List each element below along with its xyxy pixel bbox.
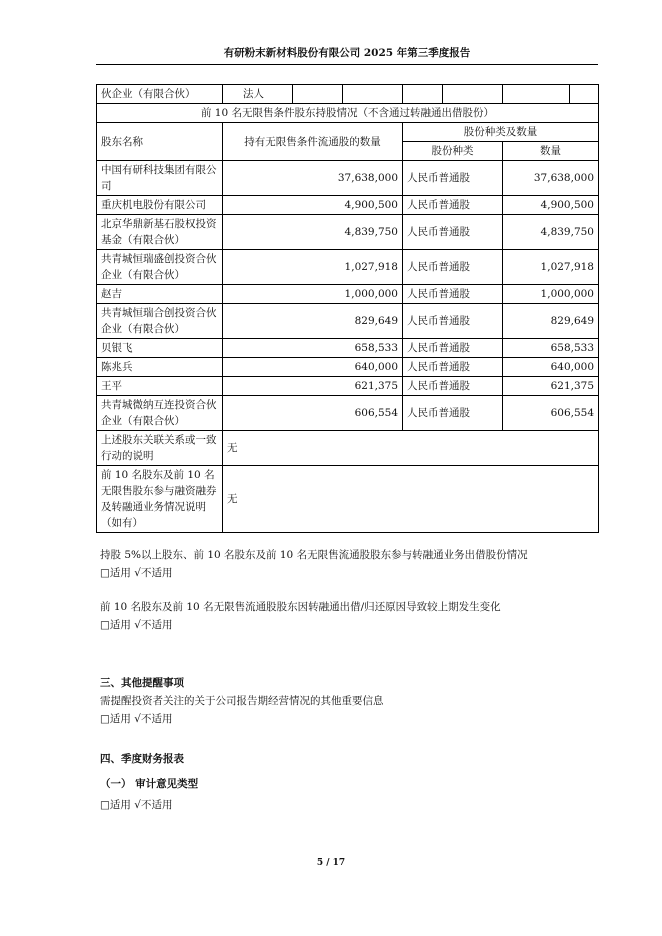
table-section-title-row <box>97 104 599 123</box>
margin-label: 前 10 名股东及前 10 名无限售股东参与融资融券及转融通业务情况说明（如有） <box>97 466 223 533</box>
table-row-margin <box>97 466 599 533</box>
share-type: 人民币普通股 <box>403 339 503 358</box>
header-share-type-group: 股份种类及数量 <box>403 123 599 142</box>
table-row-related <box>97 431 599 466</box>
lending-section <box>100 546 600 582</box>
audit-opinion-heading: （一） 审计意见类型 <box>100 778 199 790</box>
share-count: 4,900,500 <box>503 196 599 215</box>
table-row <box>97 215 599 250</box>
shareholder-name: 共青城恒瑞合创投资合伙企业（有限合伙） <box>97 304 223 339</box>
table-row <box>97 250 599 285</box>
share-type: 人民币普通股 <box>403 304 503 339</box>
financial-statements-section <box>100 750 600 814</box>
share-type: 人民币普通股 <box>403 377 503 396</box>
empty-cell <box>293 85 343 104</box>
share-type: 人民币普通股 <box>403 250 503 285</box>
share-count: 1,027,918 <box>503 250 599 285</box>
header-quantity: 持有无限售条件流通股的数量 <box>223 123 403 161</box>
shareholder-name: 共青城恒瑞盛创投资合伙企业（有限合伙） <box>97 250 223 285</box>
share-count: 621,375 <box>503 377 599 396</box>
header-share-count: 数量 <box>503 142 599 161</box>
share-type: 人民币普通股 <box>403 196 503 215</box>
lending-title: 持股 5%以上股东、前 10 名股东及前 10 名无限售流通股股东参与转融通业务出借股份情况 <box>100 549 528 561</box>
shareholder-name: 赵吉 <box>97 285 223 304</box>
other-reminders-text: 需提醒投资者关注的关于公司报告期经营情况的其他重要信息 <box>100 695 384 707</box>
held-quantity: 4,900,500 <box>223 196 403 215</box>
lending-option: □适用 √不适用 <box>100 567 173 579</box>
share-count: 1,000,000 <box>503 285 599 304</box>
share-count: 4,839,750 <box>503 215 599 250</box>
header-share-type: 股份种类 <box>403 142 503 161</box>
shareholder-name: 北京华鼎新基石股权投资基金（有限合伙） <box>97 215 223 250</box>
other-reminders-section <box>100 674 600 728</box>
share-type: 人民币普通股 <box>403 396 503 431</box>
table-row <box>97 161 599 196</box>
table-row <box>97 358 599 377</box>
shareholder-name: 陈兆兵 <box>97 358 223 377</box>
table-row-top <box>97 85 599 104</box>
change-section <box>100 598 600 634</box>
shareholder-name: 共青城微纳互连投资合伙企业（有限合伙） <box>97 396 223 431</box>
share-type: 人民币普通股 <box>403 215 503 250</box>
share-type: 人民币普通股 <box>403 358 503 377</box>
shareholder-name: 贝银飞 <box>97 339 223 358</box>
empty-cell <box>343 85 403 104</box>
table-row <box>97 304 599 339</box>
table-row <box>97 377 599 396</box>
share-count: 829,649 <box>503 304 599 339</box>
change-option: □适用 √不适用 <box>100 619 173 631</box>
held-quantity: 37,638,000 <box>223 161 403 196</box>
share-count: 658,533 <box>503 339 599 358</box>
empty-cell <box>403 85 443 104</box>
top-row-name: 伙企业（有限合伙） <box>97 85 223 104</box>
top-row-type: 法人 <box>223 85 293 104</box>
shareholder-name: 重庆机电股份有限公司 <box>97 196 223 215</box>
held-quantity: 1,027,918 <box>223 250 403 285</box>
share-type: 人民币普通股 <box>403 285 503 304</box>
empty-cell <box>570 85 599 104</box>
change-title: 前 10 名股东及前 10 名无限售流通股股东因转融通出借/归还原因导致较上期发生变化 <box>100 601 501 613</box>
shareholder-name: 王平 <box>97 377 223 396</box>
report-header: 有研粉末新材料股份有限公司 2025 年第三季度报告 <box>96 45 598 65</box>
margin-value: 无 <box>223 466 599 533</box>
table-header-row <box>97 123 599 142</box>
other-reminders-heading: 三、其他提醒事项 <box>100 677 184 689</box>
held-quantity: 829,649 <box>223 304 403 339</box>
section-title: 前 10 名无限售条件股东持股情况（不含通过转融通出借股份） <box>97 104 599 123</box>
share-type: 人民币普通股 <box>403 161 503 196</box>
other-reminders-option: □适用 √不适用 <box>100 713 173 725</box>
share-count: 37,638,000 <box>503 161 599 196</box>
page-number: 5 / 17 <box>316 858 346 868</box>
table-row <box>97 339 599 358</box>
shareholder-name: 中国有研科技集团有限公司 <box>97 161 223 196</box>
empty-cell <box>443 85 503 104</box>
table-row <box>97 285 599 304</box>
held-quantity: 606,554 <box>223 396 403 431</box>
financial-statements-heading: 四、季度财务报表 <box>100 753 184 765</box>
held-quantity: 658,533 <box>223 339 403 358</box>
share-count: 606,554 <box>503 396 599 431</box>
related-value: 无 <box>223 431 599 466</box>
held-quantity: 640,000 <box>223 358 403 377</box>
share-count: 640,000 <box>503 358 599 377</box>
empty-cell <box>503 85 570 104</box>
shareholders-table <box>96 84 599 533</box>
related-label: 上述股东关联关系或一致行动的说明 <box>97 431 223 466</box>
table-row <box>97 196 599 215</box>
audit-opinion-option: □适用 √不适用 <box>100 799 173 811</box>
held-quantity: 4,839,750 <box>223 215 403 250</box>
table-row <box>97 396 599 431</box>
held-quantity: 1,000,000 <box>223 285 403 304</box>
held-quantity: 621,375 <box>223 377 403 396</box>
header-name: 股东名称 <box>97 123 223 161</box>
